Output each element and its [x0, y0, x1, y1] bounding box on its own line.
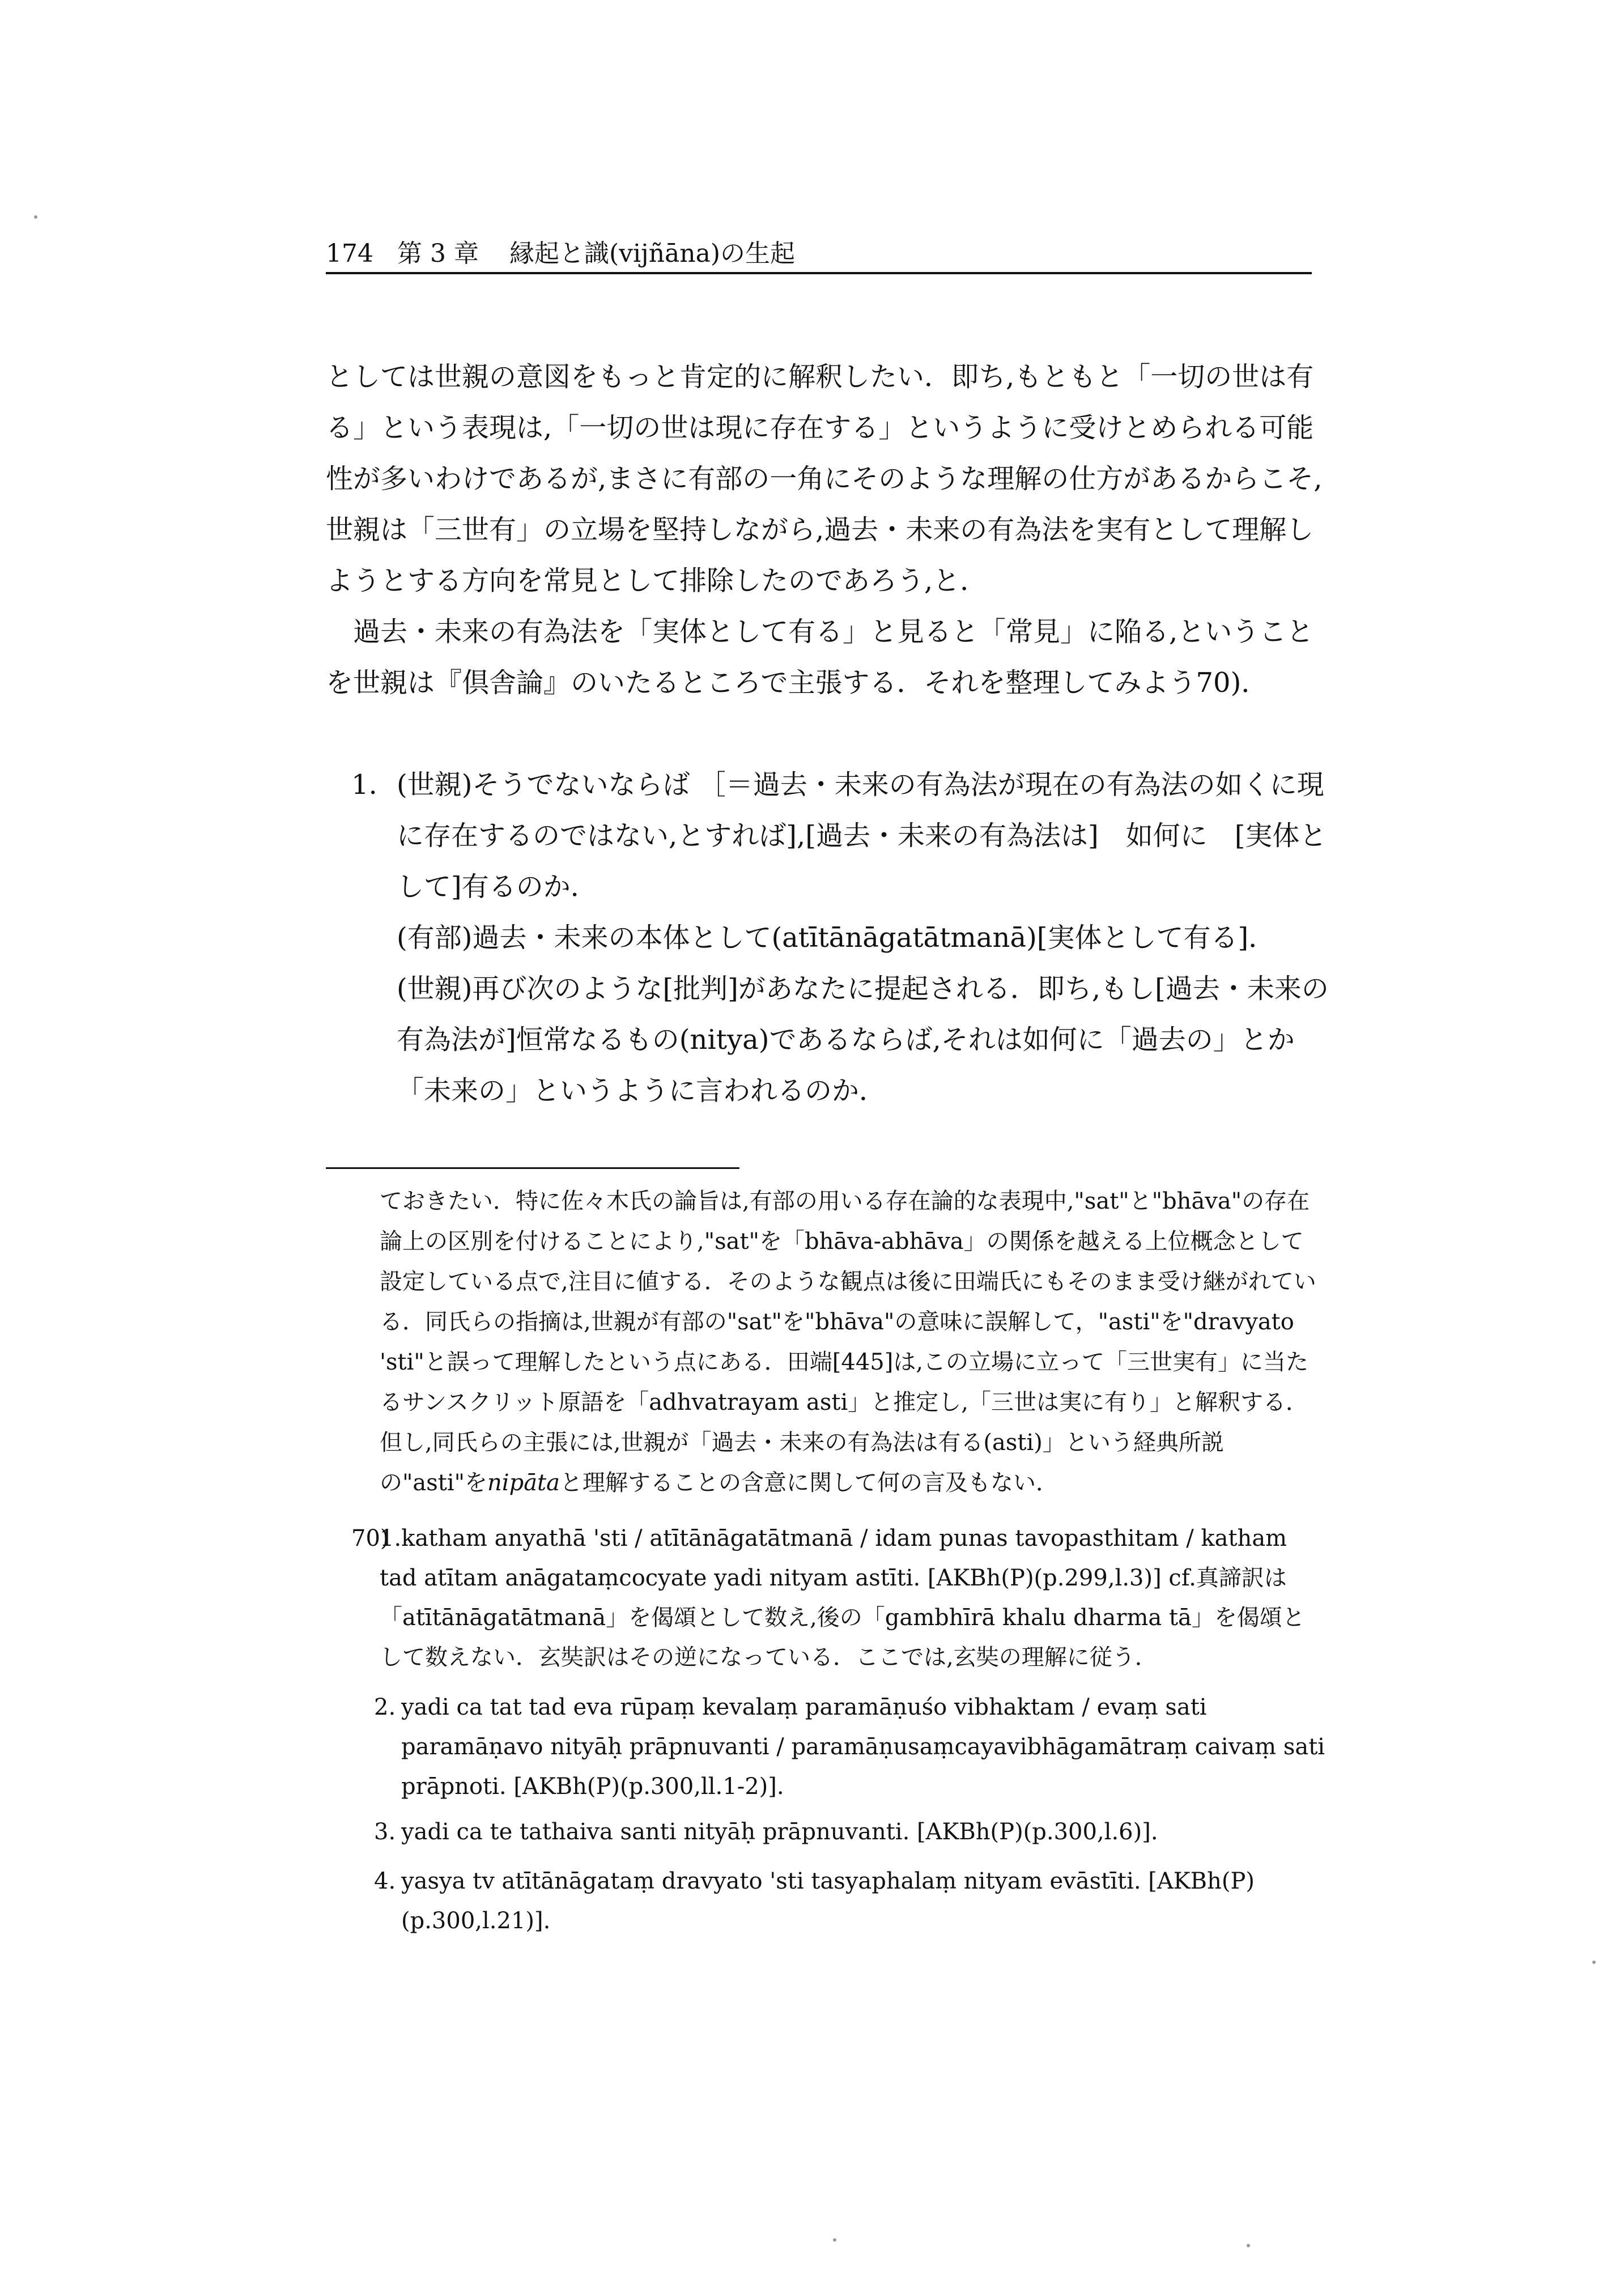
page-number: 174 — [326, 239, 373, 268]
scan-speck — [833, 2238, 836, 2242]
subitem-text: yadi ca te tathaiva santi nityāḥ prāpnuvanti. [AKBh(P)(p.300,l.6)]. — [401, 1819, 1158, 1845]
footnote-continuation — [380, 1181, 1320, 1503]
chapter-title: 縁起と識(vijñāna)の生起 — [509, 239, 795, 268]
footnote-mark: 70) — [351, 1525, 389, 1551]
numbered-item-1 — [351, 759, 1349, 1116]
footnote-subitem — [374, 1687, 1326, 1806]
subitem-text: yadi ca tat tad eva rūpaṃ kevalaṃ paramāṇuśo vibhaktam / evaṃ sati paramāṇavo nityāḥ prāpnuvanti / paramāṇusaṃcayavibhāgamātraṃ caivaṃ sati prāpnoti. [AKBh(P)(p.300,ll.1-2)]. — [401, 1694, 1325, 1800]
subitem-number: 3. — [374, 1819, 396, 1845]
item-line: (世親)再び次のような[批判]があなたに提起される．即ち,もし[過去・未来の有為法が]恒常なるもの(nitya)であるならば,それは如何に「過去の」とか「未来の」というように言われるのか． — [397, 973, 1329, 1107]
footnote-text: 1.katham anyathā 'sti / atītānāgatātmanā / idam punas tavopasthitam / katham tad atītam anāgataṃcocyate yadi nityam astīti. [AKBh(P)(p.299,l.3)] cf.真諦訳は「atītānāgatātmanā」を偈頌として数え,後の「gambhīrā khalu dharma tā」を偈頌として数えない．玄奘訳はその逆になっている．ここでは,玄奘の理解に従う． — [380, 1525, 1305, 1670]
footnote-divider — [326, 1167, 739, 1169]
scan-speck — [1247, 2244, 1250, 2247]
paragraph: 過去・未来の有為法を「実体として有る」と見ると「常見」に陥る,ということを世親は『倶舎論』のいたるところで主張する．それを整理してみよう70)． — [326, 616, 1314, 699]
subitem-number: 2. — [374, 1694, 396, 1720]
footnote-subitem — [374, 1812, 1326, 1852]
scan-speck — [34, 215, 37, 219]
subitem-number: 4. — [374, 1868, 396, 1894]
footnote-subitem — [374, 1861, 1326, 1941]
footnote-70 — [351, 1519, 1326, 1677]
subitem-text: yasya tv atītānāgataṃ dravyato 'sti tasyaphalaṃ nityam evāstīti. [AKBh(P)(p.300,l.21)]. — [401, 1868, 1255, 1934]
footnote-text-part: と理解することの含意に関して何の言及もない． — [559, 1470, 1058, 1496]
item-number: 1. — [351, 769, 377, 801]
footnote-text — [380, 1181, 1320, 1503]
main-text — [326, 351, 1340, 708]
footnote-italic-term: nipāta — [487, 1470, 560, 1496]
item-line: (世親)そうでないならば ［＝過去・未来の有為法が現在の有為法の如くに現に存在するのではない,とすれば],[過去・未来の有為法は] 如何に [実体として]有るのか． — [397, 769, 1327, 903]
item-content — [397, 759, 1349, 1116]
chapter-label: 第 3 章 — [397, 239, 479, 268]
running-header — [326, 237, 1312, 274]
footnote-text-part: ておきたい．特に佐々木氏の論旨は,有部の用いる存在論的な表現中,"sat"と"bhāva"の存在論上の区別を付けることにより,"sat"を「bhāva-abhāva」の関係を越える上位概念として設定している点で,注目に値する．そのような観点は後に田端氏にもそのまま受け継がれている．同氏らの指摘は,世親が有部の"sat"を"bhāva"の意味に誤解して，"asti"を"dravyato 'sti"と誤って理解したという点にある．田端[445]は,この立場に立って「三世実有」に当たるサンスクリット原語を「adhvatrayam asti」と推定し,「三世は実に有り」と解釈する．但し,同氏らの主張には,世親が「過去・未来の有為法は有る(asti)」という経典所説の"asti"を — [380, 1188, 1316, 1496]
paragraph: としては世親の意図をもっと肯定的に解釈したい．即ち,もともと「一切の世は有る」という表現は,「一切の世は現に存在する」というように受けとめられる可能性が多いわけであるが,まさに有部の一角にそのような理解の仕方があるからこそ,世親は「三世有」の立場を堅持しながら,過去・未来の有為法を実有として理解しようとする方向を常見として排除したのであろう,と． — [326, 361, 1323, 597]
item-line: (有部)過去・未来の本体として(atītānāgatātmanā)[実体として有る]． — [397, 922, 1276, 954]
scan-speck — [1592, 1961, 1596, 1964]
